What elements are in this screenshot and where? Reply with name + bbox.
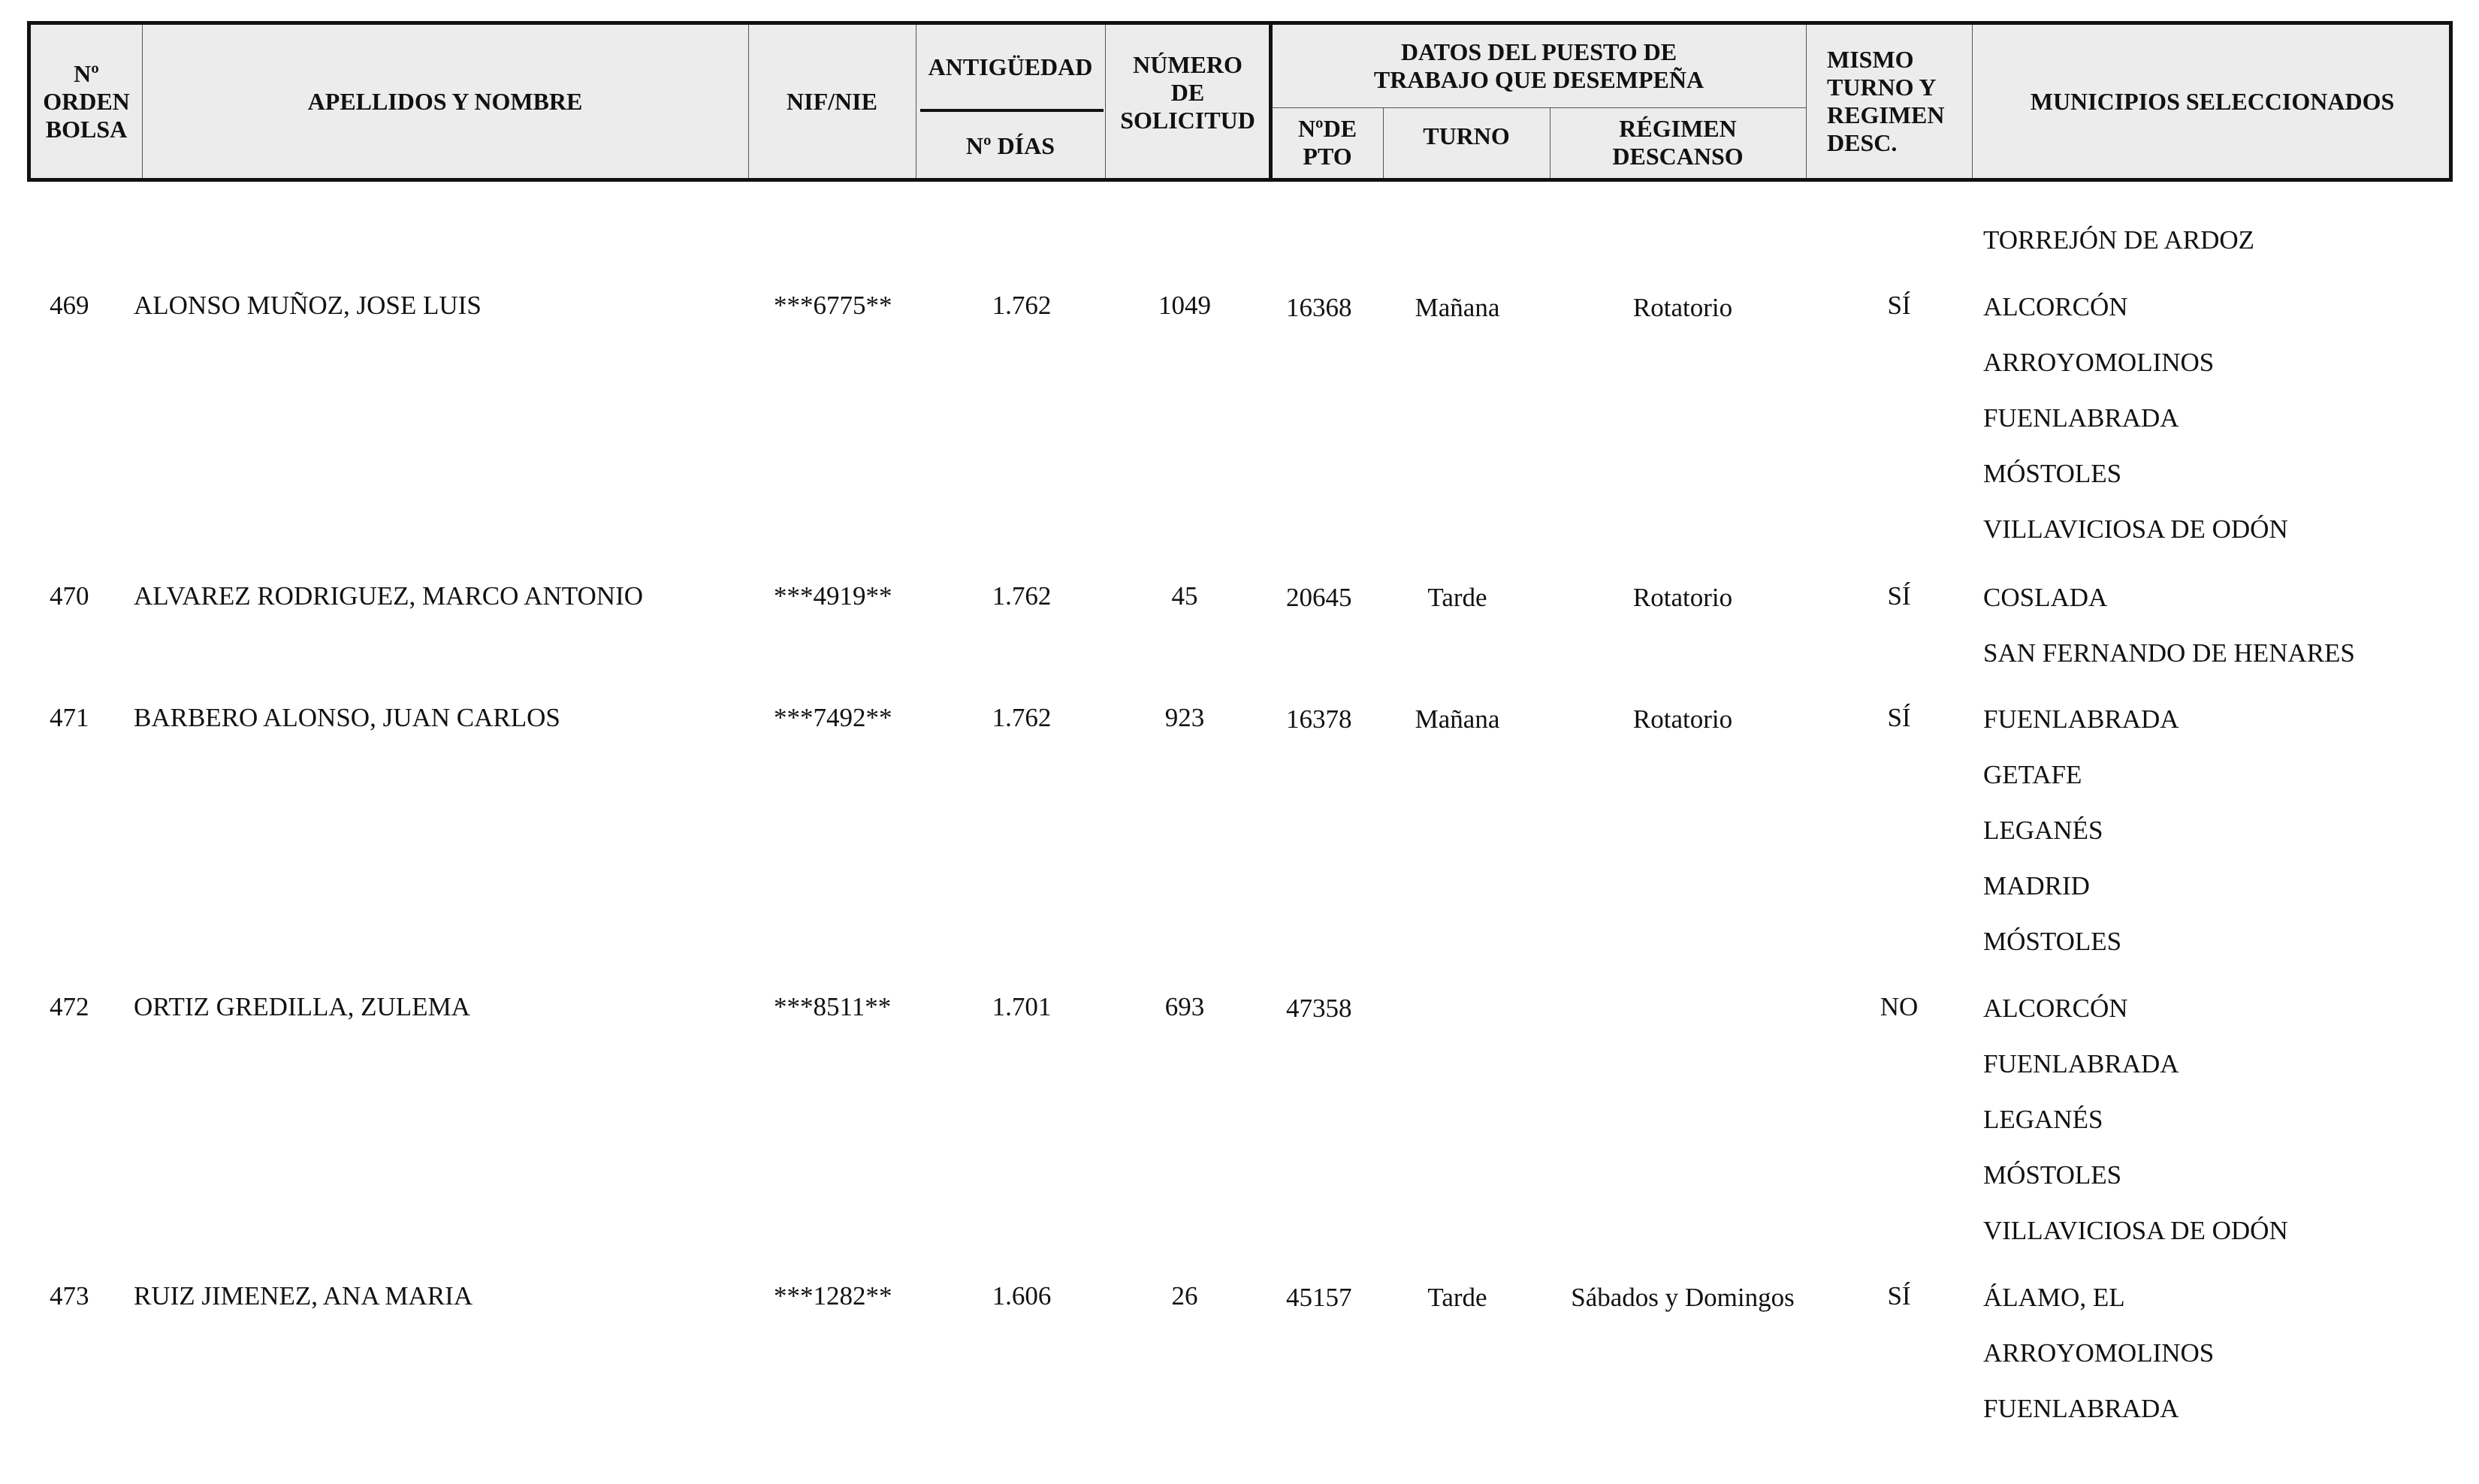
row-dias: 1.762 [992, 581, 1052, 611]
row-dias: 1.701 [992, 992, 1052, 1021]
row-dias: 1.762 [992, 291, 1052, 320]
header-municipios: MUNICIPIOS SELECCIONADOS [2030, 87, 2395, 115]
row-regimen: Rotatorio [1632, 583, 1733, 612]
row-mismo: SÍ [1887, 291, 1911, 320]
row-solicitud: 45 [1171, 581, 1198, 611]
row-nif: ***6775** [774, 291, 892, 320]
row-orden: 473 [50, 1281, 89, 1311]
row-regimen: Rotatorio [1632, 704, 1733, 734]
row-pto: 16378 [1286, 704, 1352, 734]
header-pto: NºDE PTO [1297, 115, 1357, 170]
municipio: ARROYOMOLINOS [1983, 1338, 2215, 1368]
header-datos-puesto: DATOS DEL PUESTO DE TRABAJO QUE DESEMPEÑA [1373, 38, 1705, 93]
row-nif: ***4919** [774, 581, 892, 611]
row-solicitud: 693 [1164, 992, 1205, 1021]
row-orden: 470 [50, 581, 89, 611]
municipio: VILLAVICIOSA DE ODÓN [1983, 514, 2288, 544]
row-nombre: ORTIZ GREDILLA, ZULEMA [134, 992, 470, 1021]
municipio: LEGANÉS [1983, 816, 2103, 845]
municipio: VILLAVICIOSA DE ODÓN [1983, 1216, 2288, 1245]
row-pto: 20645 [1286, 583, 1352, 612]
municipio: MADRID [1983, 871, 2090, 900]
row-nombre: RUIZ JIMENEZ, ANA MARIA [134, 1281, 473, 1311]
municipio: LEGANÉS [1983, 1105, 2103, 1134]
municipio: ÁLAMO, EL [1983, 1283, 2125, 1312]
row-regimen: Sábados y Domingos [1571, 1283, 1795, 1312]
row-mismo: SÍ [1887, 1281, 1911, 1311]
municipio: TORREJÓN DE ARDOZ [1983, 225, 2255, 255]
municipio: ARROYOMOLINOS [1983, 348, 2215, 377]
row-nif: ***1282** [774, 1281, 892, 1311]
municipio: MÓSTOLES [1983, 459, 2122, 488]
municipio: SAN FERNANDO DE HENARES [1983, 638, 2355, 668]
municipio: FUENLABRADA [1983, 1049, 2179, 1078]
municipio: ALCORCÓN [1983, 292, 2128, 321]
row-nif: ***8511** [774, 992, 892, 1021]
row-nombre: ALONSO MUÑOZ, JOSE LUIS [134, 291, 482, 320]
municipio: FUENLABRADA [1983, 403, 2179, 433]
row-orden: 469 [50, 291, 89, 320]
row-pto: 47358 [1286, 994, 1352, 1023]
row-turno: Tarde [1427, 583, 1487, 612]
header-nif: NIF/NIE [787, 87, 877, 115]
row-orden: 471 [50, 703, 89, 732]
row-solicitud: 1049 [1158, 291, 1211, 320]
header-orden: Nº ORDEN BOLSA [43, 59, 130, 143]
municipio: FUENLABRADA [1983, 1394, 2179, 1423]
row-dias: 1.606 [992, 1281, 1052, 1311]
row-mismo: SÍ [1887, 703, 1911, 732]
municipio: FUENLABRADA [1983, 704, 2179, 734]
row-pto: 45157 [1286, 1283, 1352, 1312]
row-regimen: Rotatorio [1632, 293, 1733, 322]
row-turno: Tarde [1427, 1283, 1487, 1312]
table-header [27, 21, 2453, 182]
row-solicitud: 923 [1164, 703, 1205, 732]
municipio: MÓSTOLES [1983, 1160, 2122, 1190]
row-nif: ***7492** [774, 703, 892, 732]
municipio: GETAFE [1983, 760, 2082, 789]
header-antiguedad: ANTIGÜEDAD [928, 53, 1093, 80]
row-mismo: SÍ [1887, 581, 1911, 611]
municipio: MÓSTOLES [1983, 927, 2122, 956]
header-turno: TURNO [1423, 122, 1510, 149]
row-nombre: BARBERO ALONSO, JUAN CARLOS [134, 703, 560, 732]
municipio: COSLADA [1983, 583, 2108, 612]
municipio: ALCORCÓN [1983, 994, 2128, 1023]
row-dias: 1.762 [992, 703, 1052, 732]
header-mismo: MISMO TURNO Y REGIMEN DESC. [1827, 46, 1945, 156]
row-mismo: NO [1880, 992, 1919, 1021]
header-solicitud: NÚMERO DE SOLICITUD [1120, 50, 1255, 134]
row-solicitud: 26 [1171, 1281, 1198, 1311]
row-turno: Mañana [1415, 704, 1500, 734]
row-pto: 16368 [1286, 293, 1352, 322]
header-regimen: RÉGIMEN DESCANSO [1612, 115, 1744, 170]
header-nombre: APELLIDOS Y NOMBRE [307, 87, 583, 115]
row-turno: Mañana [1415, 293, 1500, 322]
header-dias: Nº DÍAS [965, 131, 1055, 159]
row-nombre: ALVAREZ RODRIGUEZ, MARCO ANTONIO [134, 581, 644, 611]
row-orden: 472 [50, 992, 89, 1021]
